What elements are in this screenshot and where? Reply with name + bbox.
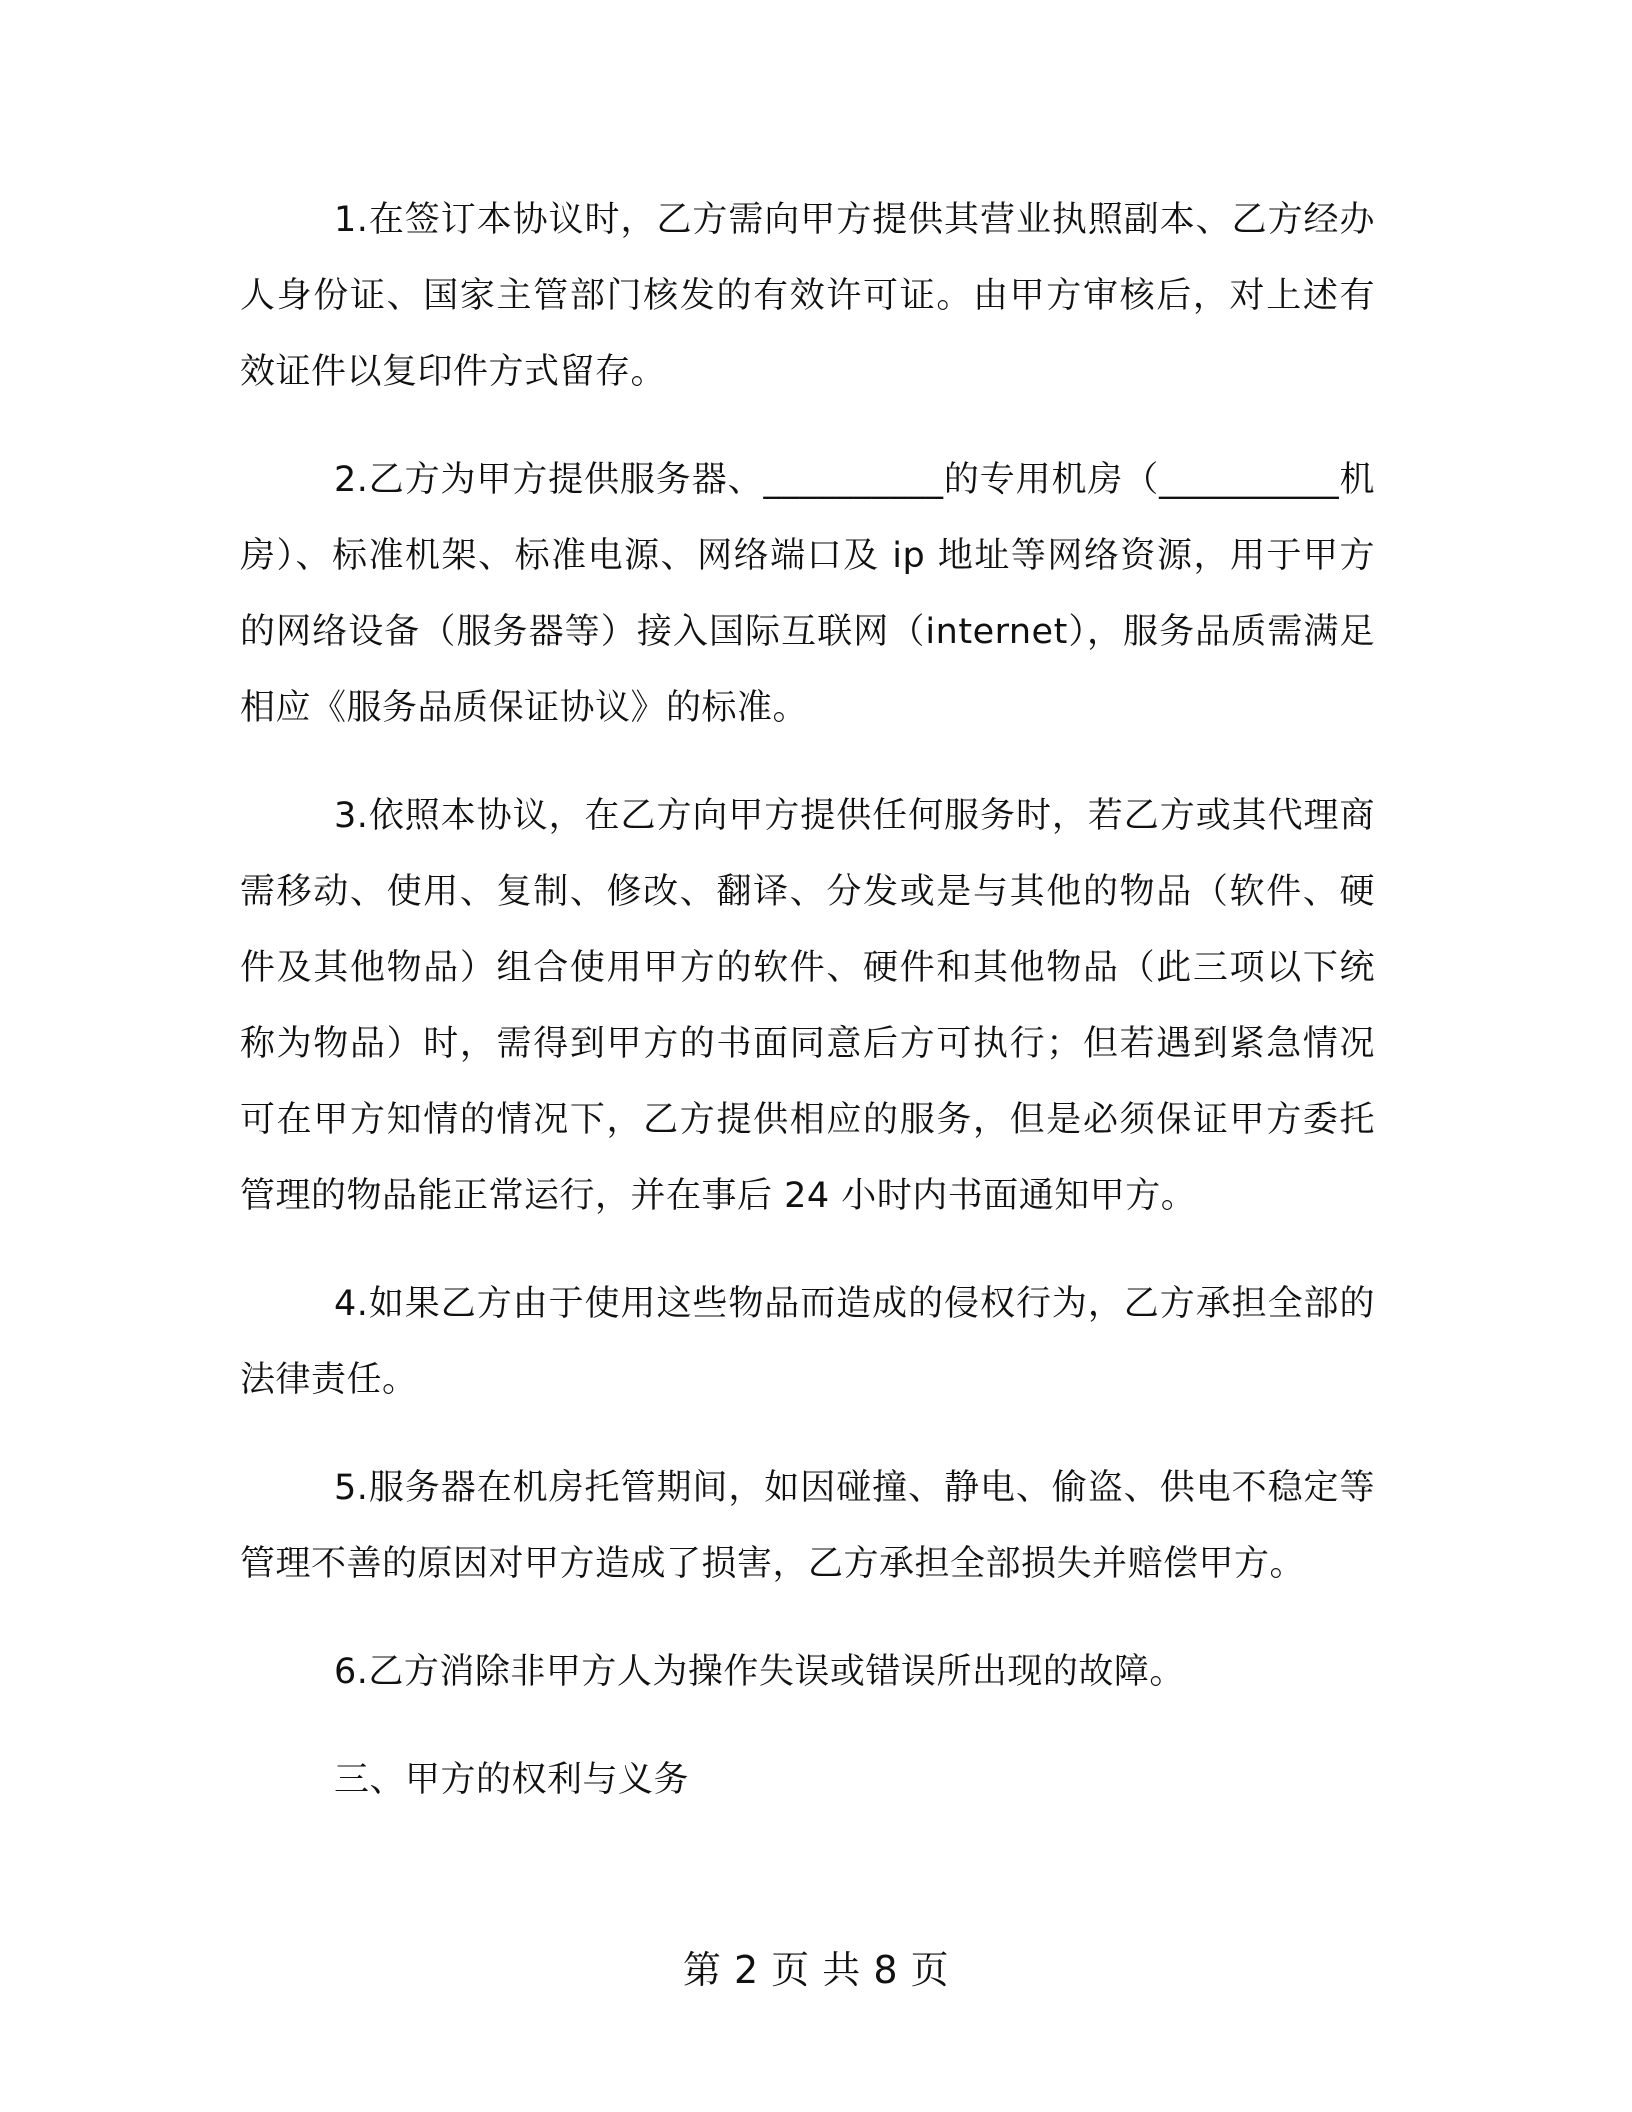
paragraph-2: 2.乙方为甲方提供服务器、__________的专用机房（__________机房）、标准机架、标准电源、网络端口及 ip 地址等网络资源，用于甲方的网络设备（服务器等）接入国际互联网（internet），服务品质需满足相应《服务品质保证协议》的标准。 [240,460,1375,728]
document-body [240,182,1375,1818]
paragraph-3: 3.依照本协议，在乙方向甲方提供任何服务时，若乙方或其代理商需移动、使用、复制、修改、翻译、分发或是与其他的物品（软件、硬件及其他物品）组合使用甲方的软件、硬件和其他物品（此三项以下统称为物品）时，需得到甲方的书面同意后方可执行；但若遇到紧急情况可在甲方知情的情况下，乙方提供相应的服务，但是必须保证甲方委托管理的物品能正常运行，并在事后 24 小时内书面通知甲方。 [240,796,1375,1216]
paragraph-6: 6.乙方消除非甲方人为操作失误或错误所出现的故障。 [334,1652,1185,1692]
page-number-footer: 第 2 页 共 8 页 [682,1948,950,1992]
paragraph-5: 5.服务器在机房托管期间，如因碰撞、静电、偷盗、供电不稳定等管理不善的原因对甲方造成了损害，乙方承担全部损失并赔偿甲方。 [240,1468,1375,1584]
paragraph-1: 1.在签订本协议时，乙方需向甲方提供其营业执照副本、乙方经办人身份证、国家主管部门核发的有效许可证。由甲方审核后，对上述有效证件以复印件方式留存。 [240,200,1375,392]
paragraph-4: 4.如果乙方由于使用这些物品而造成的侵权行为，乙方承担全部的法律责任。 [240,1284,1375,1400]
section-heading: 三、甲方的权利与义务 [334,1760,690,1800]
